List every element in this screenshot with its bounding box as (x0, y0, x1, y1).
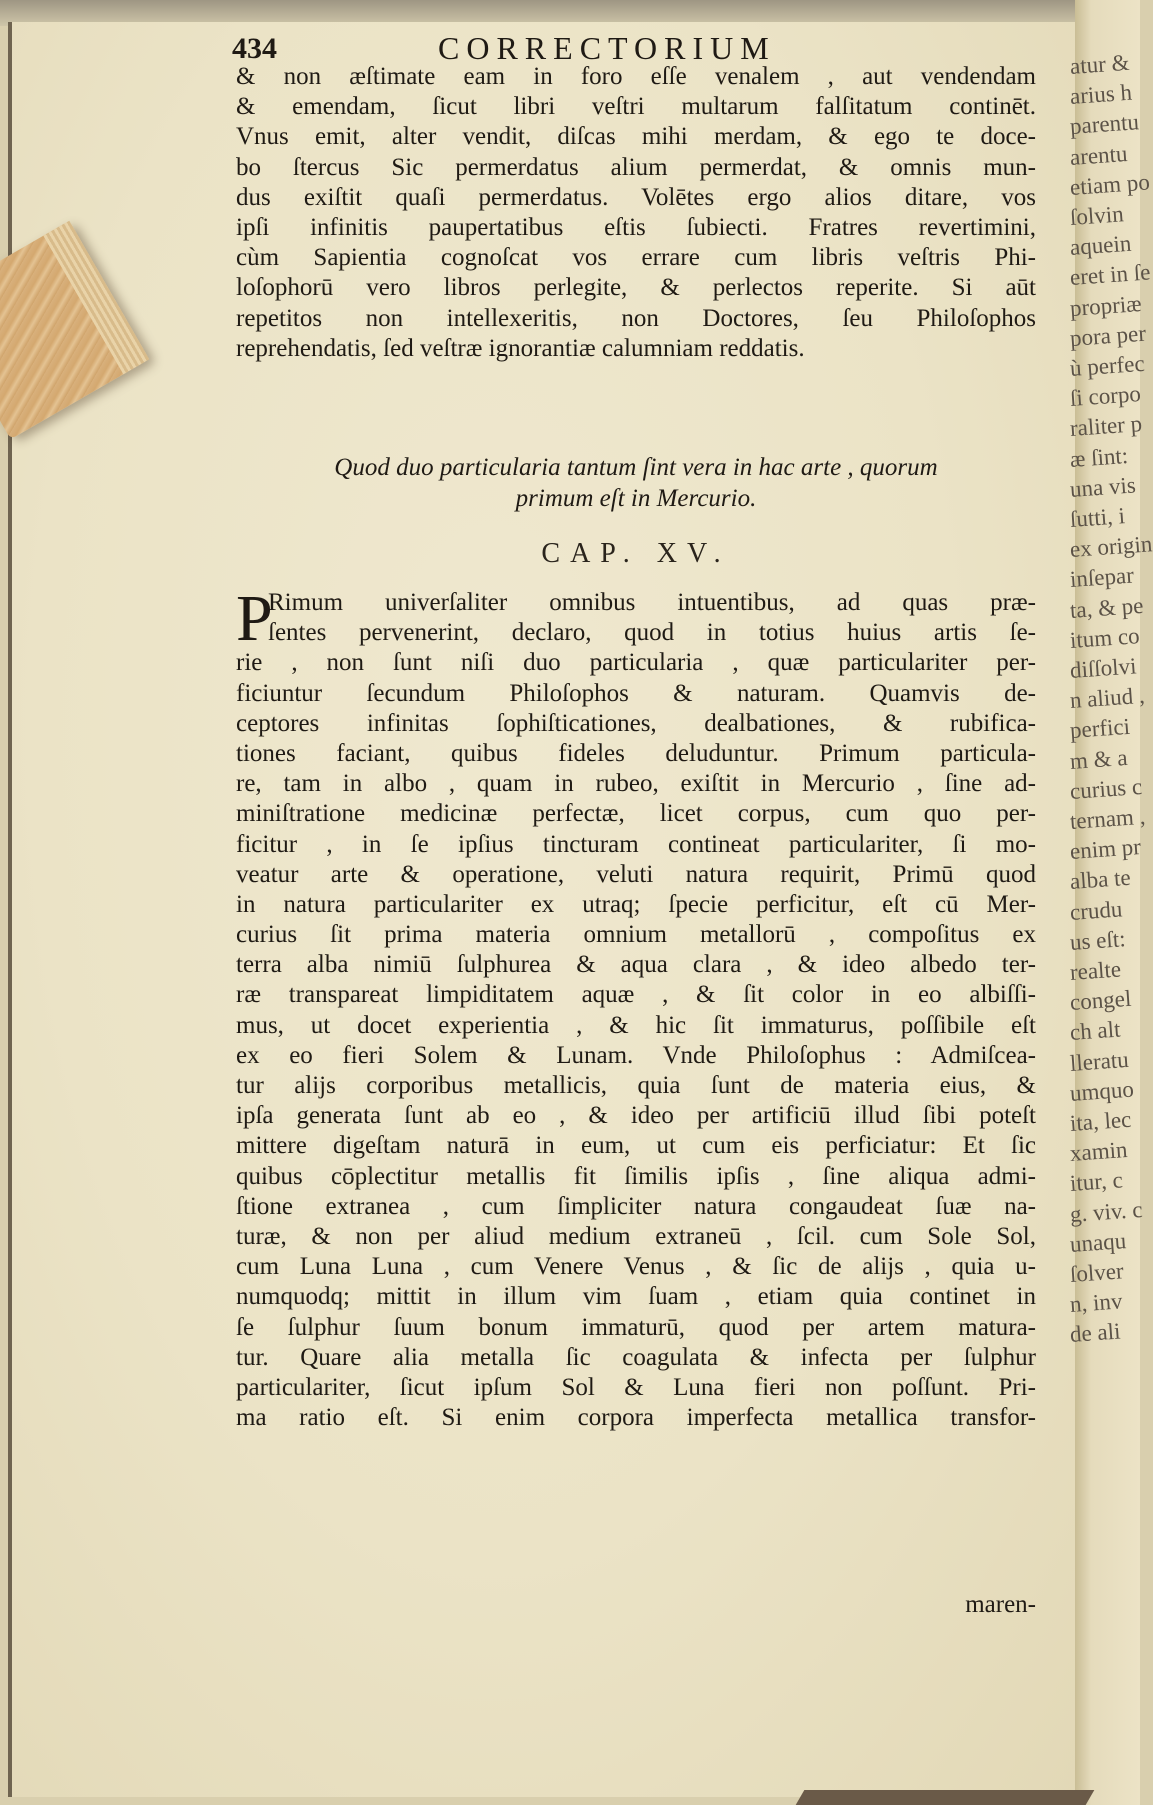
adjacent-page-fragment: m & a (1069, 744, 1129, 774)
text-line: ma ratio eſt. Si enim corpora imperfecta metallica transfor- (236, 1404, 1036, 1432)
text-line: dus exiſtit quaſi permerdatus. Volētes ergo alios ditare, vos (236, 183, 1036, 211)
adjacent-page-fragment: curius c (1069, 773, 1143, 804)
adjacent-page-fragment: itum co (1069, 622, 1141, 653)
adjacent-page-fragment: itur, c (1069, 1167, 1124, 1197)
adjacent-page-fragment: pora per (1069, 320, 1147, 351)
adjacent-page-fragment: una vis (1069, 472, 1137, 502)
adjacent-page-fragment: n, inv (1069, 1288, 1124, 1318)
adjacent-page-fragment: crudu (1069, 895, 1124, 925)
text-line: turæ, & non per aliud medium extraneū , ſcil. cum Sole Sol, (236, 1222, 1036, 1250)
text-line: Vnus emit, alter vendit, diſcas mihi merdam, & ego te doce- (236, 123, 1036, 151)
adjacent-page-fragment: g. viv. c (1069, 1196, 1144, 1227)
book-cover-corner (796, 1790, 1095, 1805)
text-line: loſophorū vero libros perlegite, & perlectos reperite. Si aūt (236, 274, 1036, 302)
text-line: & emendam, ſicut libri veſtri multarum falſitatum continēt. (236, 93, 1036, 121)
adjacent-page-fragment: etiam po (1069, 169, 1151, 200)
adjacent-page-fragment: ternam , (1069, 803, 1147, 834)
text-line: ipſi infinitis paupertatibus eſtis ſubiecti. Fratres revertimini, (236, 213, 1036, 241)
adjacent-page-fragment: enim pr (1069, 834, 1142, 865)
adjacent-page-fragment: aquein (1069, 230, 1133, 261)
text-line: quibus cōplectitur metallis fit ſimilis ipſis , ſine aliqua admi- (236, 1162, 1036, 1190)
adjacent-page-fragment: realte (1069, 956, 1122, 985)
text-line: mittere digeſtam naturā in eum, ut cum eis perficiatur: Et ſic (236, 1132, 1036, 1160)
adjacent-page-fragment: lleratu (1069, 1046, 1130, 1076)
text-line: ſtione extranea , cum ſimpliciter natura congaudeat ſuæ na- (236, 1192, 1036, 1220)
adjacent-page-edge (1069, 0, 1153, 1805)
adjacent-page-fragment: ſi corpo (1069, 381, 1142, 412)
adjacent-page-fragment: diſſolvi (1069, 653, 1138, 683)
text-line: numquodq; mittit in illum vim ſuam , etiam quia continet in (236, 1283, 1036, 1311)
adjacent-page-fragment: arentu (1069, 140, 1129, 170)
text-line: repetitos non intellexeritis, non Doctores, ſeu Philoſophos (236, 304, 1036, 332)
text-line: ficiuntur ſecundum Philoſophos & naturam. Quamvis de- (236, 679, 1036, 707)
text-line: reprehendatis, ſed veſtræ ignorantiæ calumniam reddatis. (236, 334, 805, 362)
adjacent-page-fragment: raliter p (1069, 411, 1143, 442)
adjacent-page-fragment: ſolvin (1069, 201, 1125, 230)
adjacent-page-fragment: ita, lec (1069, 1106, 1133, 1136)
adjacent-page-fragment: parentu (1069, 109, 1140, 140)
adjacent-page-fragment: us eſt: (1069, 925, 1127, 955)
adjacent-page-fragment: eret in ſe (1069, 259, 1152, 291)
adjacent-page-fragment: alba te (1069, 865, 1132, 895)
adjacent-page-fragment: arius h (1069, 79, 1133, 110)
adjacent-page-fragment: de ali (1069, 1318, 1122, 1348)
text-line: Rimum univerſaliter omnibus intuentibus, ad quas præ- (268, 589, 1036, 616)
text-line: rie , non ſunt niſi duo particularia , quæ particulariter per- (236, 649, 1036, 677)
subheading-line-1: Quod duo particularia tantum ſint vera in hac arte , quorum (334, 454, 938, 481)
text-line: ipſa generata ſunt ab eo , & ideo per artificiū illud ſibi poteſt (236, 1102, 1036, 1130)
text-line: ſe ſulphur ſuum bonum immaturū, quod per artem matura- (236, 1313, 1036, 1341)
chapter-body (236, 582, 1036, 1433)
text-line: cùm Sapientia cognoſcat vos errare cum libris veſtris Phi- (236, 244, 1036, 272)
text-line: tiones faciant, quibus fideles deluduntur. Primum particula- (236, 739, 1036, 767)
running-title: CORRECTORIUM (438, 30, 776, 66)
text-line: & non æſtimate eam in foro eſſe venalem , aut vendendam (236, 63, 1036, 90)
adjacent-page-fragment: ſolver (1069, 1258, 1125, 1287)
adjacent-page-fragment: unaqu (1069, 1227, 1127, 1257)
text-line: tur alijs corporibus metallicis, quia ſunt de materia eius, & (236, 1072, 1036, 1099)
adjacent-page-fragment: congel (1069, 985, 1133, 1016)
text-line: ex eo fieri Solem & Lunam. Vnde Philoſophus : Admiſcea- (236, 1041, 1036, 1069)
page-number: 434 (232, 32, 277, 65)
text-line: mus, ut docet experientia , & hic ſit immaturus, poſſibile eſt (236, 1011, 1036, 1039)
text-line: particulariter, ſicut ipſum Sol & Luna fieri non poſſunt. Pri- (236, 1373, 1036, 1401)
adjacent-page-fragment: propriæ (1069, 290, 1143, 321)
adjacent-page-fragment: ſutti, i (1069, 503, 1126, 532)
catchword: maren- (965, 1591, 1036, 1618)
text-line: tur. Quare alia metalla ſic coagulata & infecta per ſulphur (236, 1343, 1036, 1371)
text-line: ræ transpareat limpiditatem aquæ , & ſit color in eo albiſſi- (236, 981, 1036, 1009)
adjacent-page-fragment: æ ſint: (1069, 442, 1129, 472)
adjacent-page-fragment: perfici (1069, 714, 1131, 744)
text-line: terra alba nimiū ſulphurea & aqua clara , & ideo albedo ter- (236, 951, 1036, 979)
adjacent-page-fragment: ta, & pe (1069, 592, 1145, 623)
text-line: miniſtratione medicinæ perfectæ, licet corpus, cum quo per- (236, 800, 1036, 828)
adjacent-page-fragment: ch alt (1069, 1016, 1122, 1046)
text-line: in natura particulariter ex utraq; ſpecie perficitur, eſt cū Mer- (236, 890, 1036, 918)
text-line: ceptores infinitas ſophiſticationes, dealbationes, & rubifica- (236, 709, 1036, 737)
text-line: cum Luna Luna , cum Venere Venus , & ſic de alijs , quia u- (236, 1253, 1036, 1281)
text-line: ficitur , in ſe ipſius tincturam contineat particulariter, ſi mo- (236, 830, 1036, 858)
adjacent-page-fragment: ù perfec (1069, 350, 1146, 381)
chapter-title: CAP. XV. (541, 538, 731, 569)
text-line: bo ſtercus Sic permerdatus alium permerdat, & omnis mun- (236, 153, 1036, 181)
drop-cap: P (236, 582, 273, 655)
adjacent-page-fragment: ex origin (1069, 531, 1153, 563)
adjacent-page-fragment: n aliud , (1069, 682, 1146, 714)
chapter-subheading (236, 452, 1036, 514)
text-line: re, tam in albo , quam in rubeo, exiſtit in Mercurio , ſine ad- (236, 770, 1036, 798)
text-line: curius ſit prima materia omnium metallorū , compoſitus ex (236, 921, 1036, 949)
subheading-line-2: primum eſt in Mercurio. (515, 485, 757, 512)
adjacent-page-fragment: atur & (1069, 49, 1131, 79)
text-line: veatur arte & operatione, veluti natura requirit, Primū quod (236, 860, 1036, 888)
adjacent-page-fragment: inſepar (1069, 562, 1135, 593)
adjacent-page-fragment: xamin (1069, 1137, 1129, 1167)
text-block-continuation (236, 62, 1036, 364)
adjacent-page-fragment: umquo (1069, 1076, 1135, 1106)
text-line: ſentes pervenerint, declaro, quod in totius huius artis ſe- (268, 619, 1036, 647)
